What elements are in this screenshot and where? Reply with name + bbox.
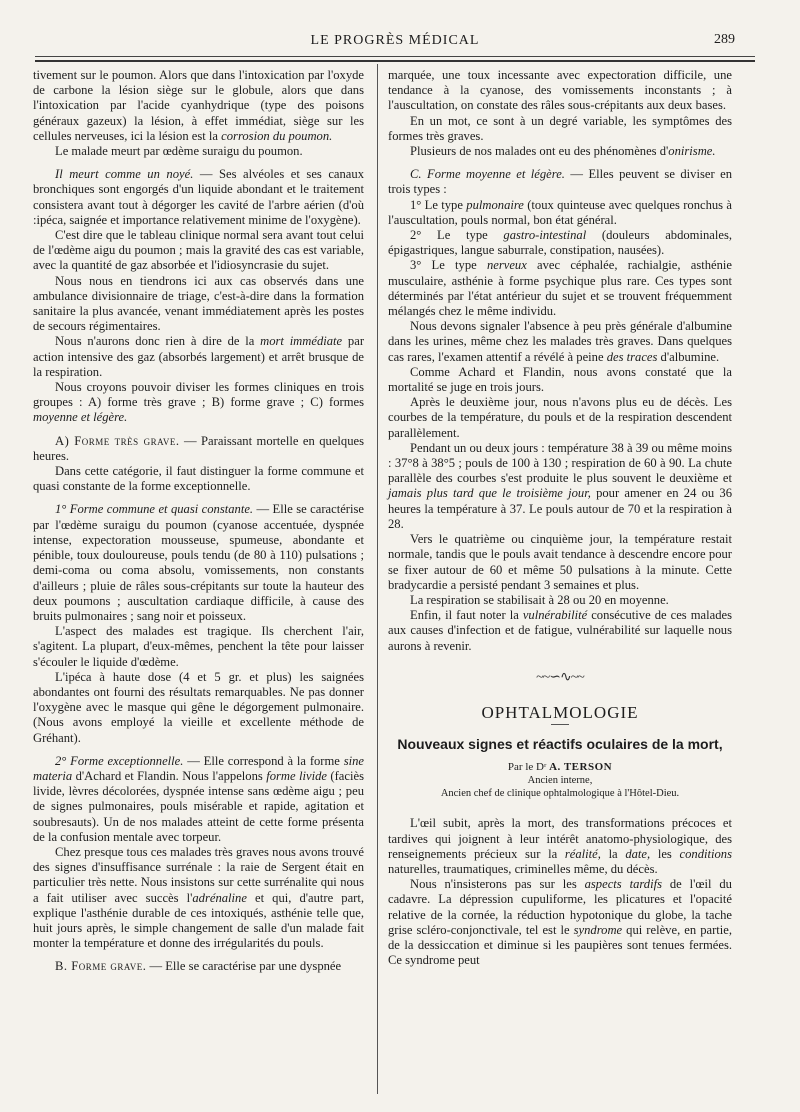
paragraph: La respiration se stabilisait à 28 ou 20 en moyenne. bbox=[410, 592, 669, 607]
header-rule-thin bbox=[35, 56, 755, 57]
paragraph: Nous croyons pouvoir diviser les formes cliniques en trois groupes : A) forme très grave ; B) forme grave ; C) formes moyenne et légère. bbox=[33, 380, 364, 425]
subsection-heading: B. Forme grave. — Elle se caractérise par une dyspnée bbox=[55, 959, 342, 974]
paragraph: L'œil subit, après la mort, des transformations précoces et tardives qui joignent à leur intérêt anatomo-physiologique, des renseignements précieux sur la réalité, la date, les conditions naturelles, traumatiques, criminelles même, du décès. bbox=[388, 816, 732, 876]
paragraph: 2° Forme exceptionnelle. — Elle correspond à la forme sine materia d'Achard et Flandin. Nous l'appelons forme livide (faciès livide, lèvres décolorées, dyspnée intense sans œdème aigu ; peu de signes pulmonaires, pouls misérable et rapide, agitation et soubresauts). Un de nos malades atteint de cette forme présenta de la confusion mentale avec torpeur. bbox=[33, 753, 364, 844]
paragraph: Dans cette catégorie, il faut distinguer la forme commune et quasi constante de la forme exceptionnelle. bbox=[33, 464, 364, 494]
paragraph: Nous devons signaler l'absence à peu près générale d'albumine dans les urines, même chez les malades très graves. Dans quelques cas rares, l'examen attentif a révélé à peine des traces d'albumine. bbox=[388, 319, 732, 364]
left-column bbox=[33, 68, 364, 975]
paragraph: Nous n'insisterons pas sur les aspects tardifs de l'œil du cadavre. La dépression cupuliforme, les plicatures et l'opacité relative de la cornée, la réduction hypotonique du globe, la tache grise scléro-conjonctivale, tel est le syndrome qui relève, en partie, de la dessiccation et diminue si les paupières sont tenues fermées. Ce syndrome peut bbox=[388, 877, 733, 968]
paragraph: Nous nous en tiendrons ici aux cas observés dans une ambulance divisionnaire de triage, c'est-à-dire dans la formation sanitaire la plus avancée, venant immédiatement après les postes de secours régimentaires. bbox=[33, 273, 364, 334]
paragraph: marquée, une toux incessante avec expectoration difficile, une tendance à la cyanose, des vomissements inconstants ; à l'auscultation, on constate des râles sous-crépitants aux deux bases. bbox=[388, 68, 732, 113]
paragraph: Enfin, il faut noter la vulnérabilité consécutive de ces malades aux causes d'infection et de fatigue, vulnérabilité sur laquelle nous aurons à revenir. bbox=[388, 608, 732, 653]
paragraph: Vers le quatrième ou cinquième jour, la température restait normale, tandis que le pouls avait tendance à descendre encore pour se fixer autour de 60 et même 50 pulsations à la minute. Cette bradycardie a persisté pendant 3 semaines et plus. bbox=[388, 532, 732, 592]
paragraph: 3° Le type nerveux avec céphalée, rachialgie, asthénie musculaire, asthénie à forme psychique plus rare. Ces types sont déterminés par l'état antérieur du sujet et se trouvent fréquemment mélangés chez le même individu. bbox=[388, 258, 732, 319]
author-affiliation: Ancien chef de clinique ophtalmologique à l'Hôtel-Dieu. bbox=[440, 788, 680, 800]
author-affiliation: Ancien interne, bbox=[527, 775, 593, 787]
paragraph: 1° Le type pulmonaire (toux quinteuse avec quelques ronchus à l'auscultation, pouls normal, bon état général. bbox=[388, 197, 732, 227]
paragraph: C'est dire que le tableau clinique normal sera avant tout celui de l'œdème aigu du poumon ; mais la gravité des cas est variable, avec la quantité de gaz absorbée et l'idiosyncrasie du sujet. bbox=[33, 228, 364, 273]
author-name: A. TERSON bbox=[549, 761, 613, 774]
paragraph: Comme Achard et Flandin, nous avons constaté que la mortalité se juge en trois jours. bbox=[388, 364, 732, 395]
paragraph: Nous n'aurons donc rien à dire de la mort immédiate par action intensive des gaz (absorbés largement) et arrêt brusque de la respiration. bbox=[33, 334, 365, 379]
section-ornament: ~~∽∿~~ bbox=[536, 669, 584, 685]
column-divider bbox=[377, 64, 378, 1094]
title-rule bbox=[551, 724, 569, 725]
paragraph: Le malade meurt par œdème suraigu du poumon. bbox=[55, 144, 303, 159]
paragraph: Il meurt comme un noyé. — Ses alvéoles et ses canaux bronchiques sont engorgés d'un liquide abondant et le traitement consistera avant tout à dégorger les cavité de l'arbre aérien (d'où :ipéca, saignée et importance relativement minime de l'oxygène). bbox=[33, 167, 364, 227]
paragraph: Après le deuxième jour, nous n'avons plus eu de décès. Les courbes de la température, du pouls et de la respiration descendent parallèlement. bbox=[388, 395, 732, 440]
paragraph: En un mot, ce sont à un degré variable, les symptômes des formes très graves. bbox=[388, 113, 732, 143]
author-byline: Par le Dʳ A. TERSON bbox=[507, 761, 613, 774]
paragraph: tivement sur le poumon. Alors que dans l'intoxication par l'oxyde de carbone la lésion siège sur le globule, alors que dans l'intoxication par l'acide cyanhydrique (type des poisons généraux gazeux) la lésion, à effet immédiat, siège sur les cellules nerveuses, ici la lésion est la corrosion du poumon. bbox=[33, 68, 364, 143]
right-column bbox=[388, 68, 732, 968]
header-rule-thick bbox=[35, 60, 755, 62]
paragraph: 2° Le type gastro-intestinal (douleurs abdominales, épigastriques, langue saburrale, constipation, nausées). bbox=[388, 228, 732, 258]
paragraph: Pendant un ou deux jours : température 38 à 39 ou même moins : 37°8 à 38°5 ; pouls de 100 à 130 ; respiration de 60 à 90. La chute parallèle des courbes s'est produite le plus souvent le deuxième et jamais plus tard que le troisième jour, pour amener en 24 ou 36 heures la température à 37. Le pouls autour de 70 et la respiration à 28. bbox=[388, 440, 732, 531]
paragraph: Chez presque tous ces malades très graves nous avons trouvé des signes d'insuffisance surrénale : la raie de Sergent était en particulier très nette. Nous insistons sur cette surrénalite qui nous a fait utiliser avec succès l'adrénaline et qui, d'autre part, explique l'asthénie durable de ces intoxiqués, asthénie telle que, huit jours après, le simple changement de salle d'un malade fait monter la température et donne des irrégularités du pouls. bbox=[33, 844, 364, 951]
subsection-heading: A) Forme très grave. — Paraissant mortelle en quelques heures. bbox=[33, 433, 364, 463]
article-title: Nouveaux signes et réactifs oculaires de la mort, bbox=[397, 736, 723, 753]
page-number: 289 bbox=[714, 32, 735, 47]
paragraph: L'ipéca à haute dose (4 et 5 gr. et plus) les saignées abondantes ont fourni des résultats remarquables. Ne pas donner l'oxygène avec le masque qui gêne le dégorgement pulmonaire. (Nous avons employé la vieille et excellente méthode de Gréhant). bbox=[33, 669, 364, 745]
paragraph: Plusieurs de nos malades ont eu des phénomènes d'onirisme. bbox=[410, 144, 716, 159]
journal-title: LE PROGRÈS MÉDICAL bbox=[310, 33, 480, 48]
section-title: OPHTALMOLOGIE bbox=[481, 702, 639, 722]
subsection-heading: C. Forme moyenne et légère. — Elles peuvent se diviser en trois types : bbox=[388, 167, 732, 197]
paragraph: L'aspect des malades est tragique. Ils cherchent l'air, s'agitent. La plupart, d'eux-mêmes, penchent la tête pour laisser s'écouler le liquide d'œdème. bbox=[33, 624, 364, 669]
paragraph: 1° Forme commune et quasi constante. — Elle se caractérise par l'œdème suraigu du poumon (cyanose accentuée, dyspnée intense, expectoration mousseuse, spumeuse, abondante et pénible, toux douloureuse, pouls tendu (de 80 à 110) pulsations ; demi-coma ou coma absolu, vomissements, non constants d'ailleurs ; pluie de râles sous-crépitants sur toute la hauteur des deux poumons ; auscultation cardiaque difficile, à cause des bruits pulmonaires ; sang noir et poisseux. bbox=[33, 502, 364, 623]
running-header bbox=[35, 30, 755, 52]
